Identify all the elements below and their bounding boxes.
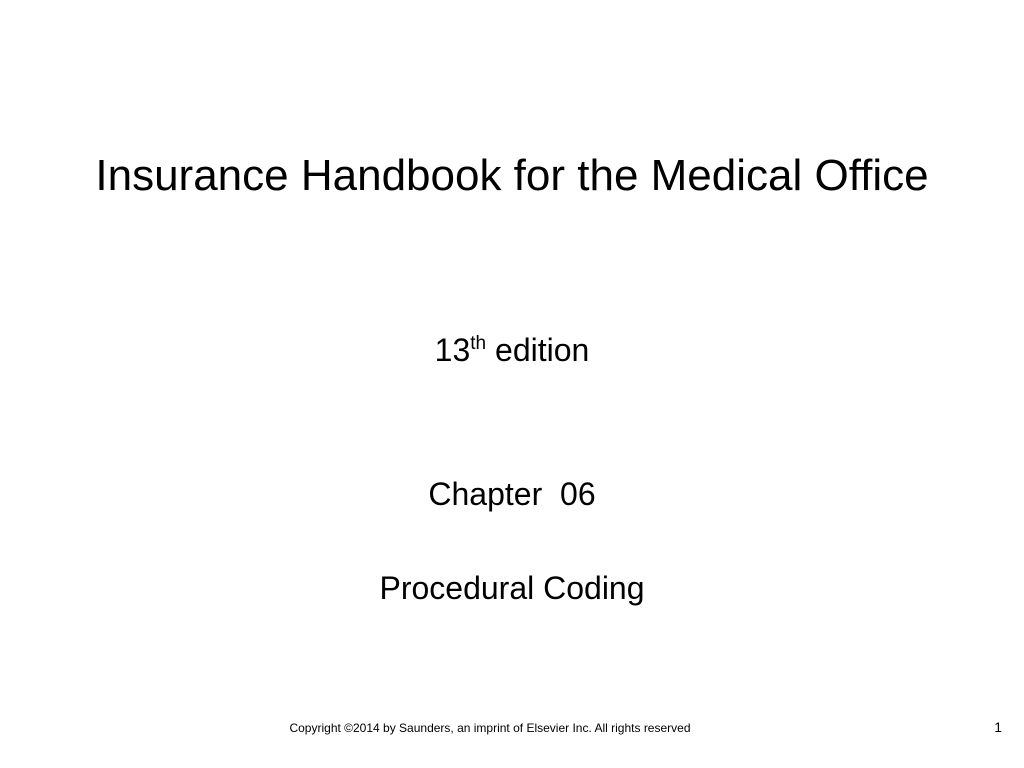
edition-word: edition <box>486 332 590 368</box>
page-number: 1 <box>994 719 1002 735</box>
edition-number: 13 <box>434 332 471 368</box>
edition-suffix: th <box>470 333 487 354</box>
edition-line <box>0 330 1024 370</box>
chapter-subtitle: Procedural Coding <box>379 570 645 606</box>
chapter-label: Chapter 06 <box>428 476 596 512</box>
slide-title: Insurance Handbook for the Medical Office <box>95 151 929 200</box>
copyright-footer: Copyright ©2014 by Saunders, an imprint of Elsevier Inc. All rights reserved <box>289 721 691 735</box>
